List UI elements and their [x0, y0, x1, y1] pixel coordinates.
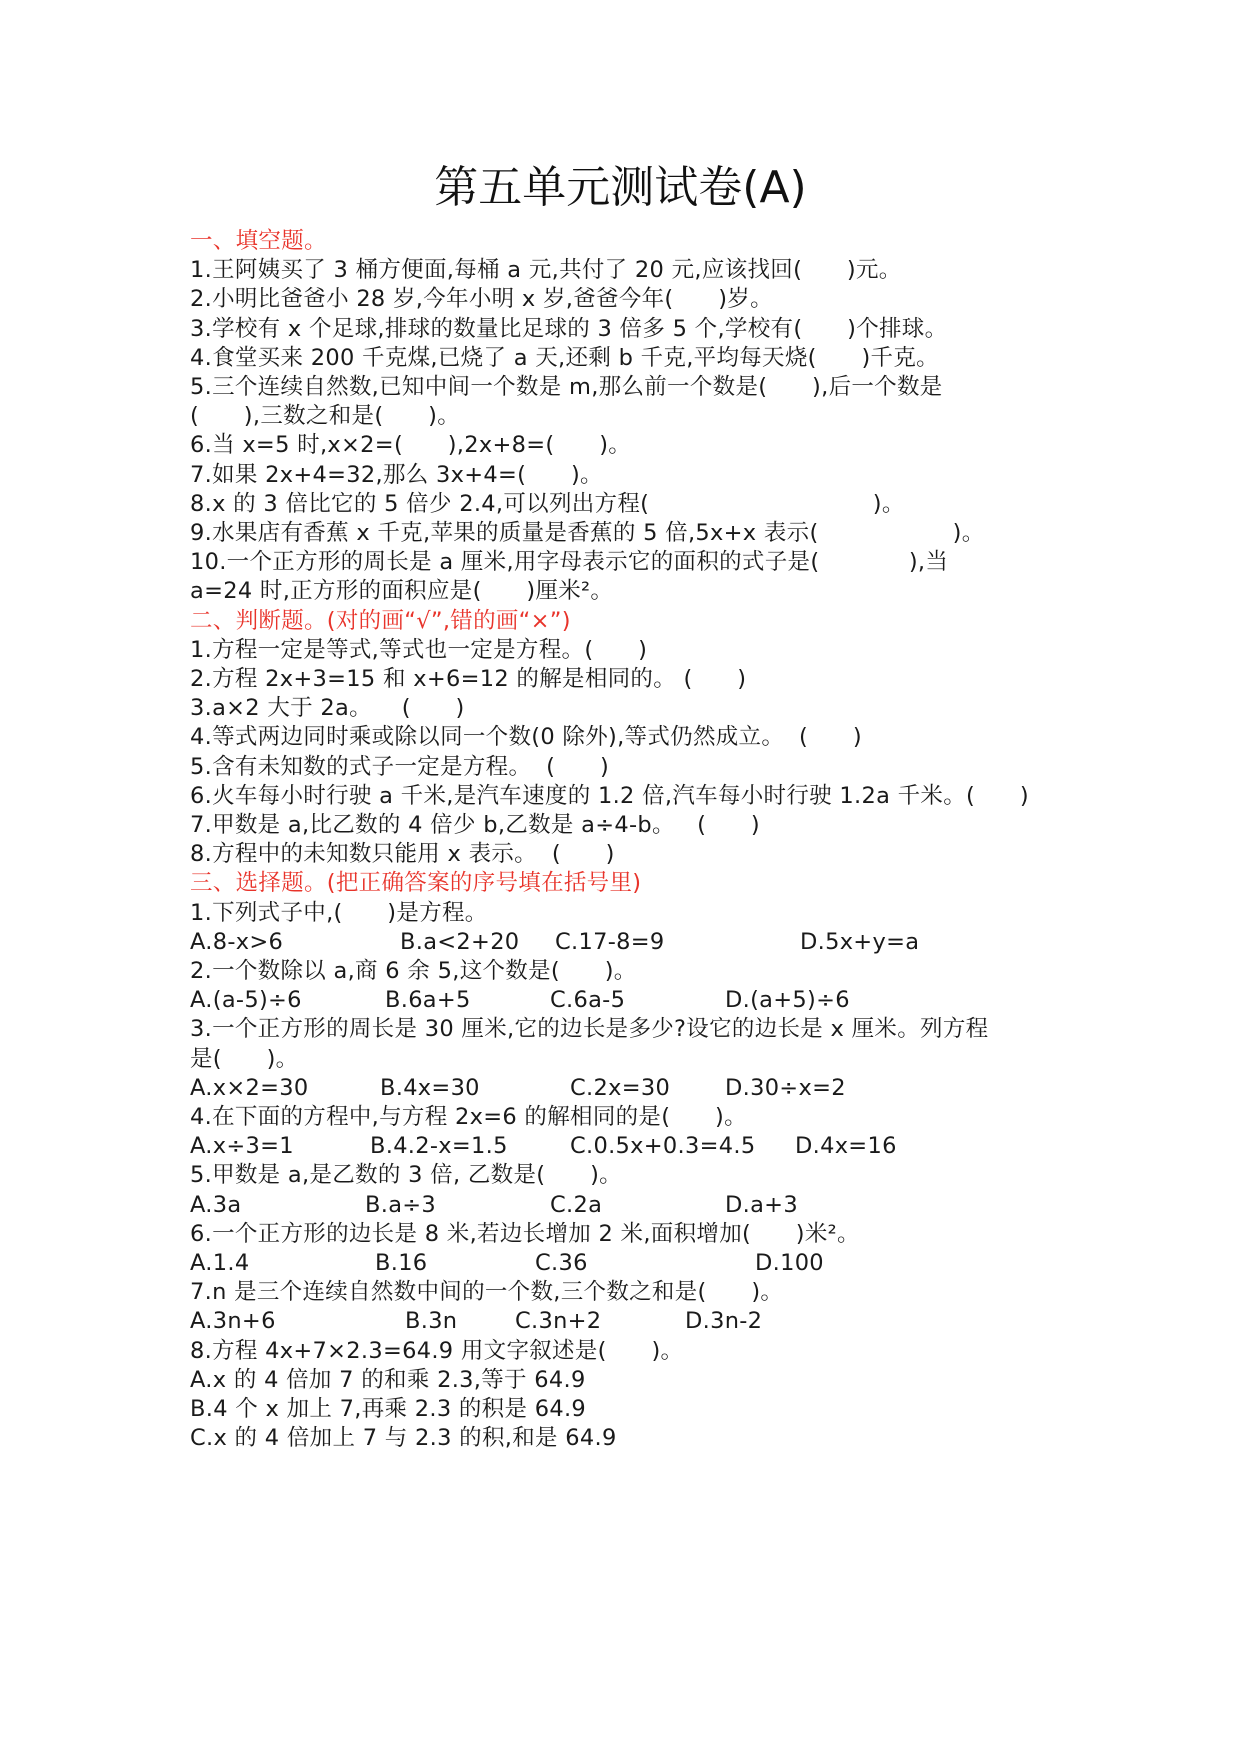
options-row	[190, 985, 1190, 1015]
question-line: 3.一个正方形的周长是 30 厘米,它的边长是多少?设它的边长是 x 厘米。列方程	[190, 1016, 989, 1043]
options-row	[190, 1131, 1190, 1161]
question-line: 2.小明比爸爸小 28 岁,今年小明 x 岁,爸爸今年( )岁。	[190, 286, 773, 313]
choice-option: B.3n	[405, 1308, 458, 1335]
question-line: 5.三个连续自然数,已知中间一个数是 m,那么前一个数是( ),后一个数是	[190, 374, 943, 400]
choice-option: C.0.5x+0.3=4.5	[570, 1133, 756, 1160]
question-line: 3.学校有 x 个足球,排球的数量比足球的 3 倍多 5 个,学校有( )个排球。	[190, 315, 948, 342]
choice-option: A.3a	[190, 1191, 242, 1218]
choice-option: D.(a+5)÷6	[725, 987, 850, 1014]
choice-option: B.a<2+20	[400, 928, 520, 955]
choice-option: C.3n+2	[515, 1308, 602, 1335]
options-row	[190, 1190, 1190, 1220]
question-line: 7.如果 2x+4=32,那么 3x+4=( )。	[190, 461, 603, 488]
question-line: 10.一个正方形的周长是 a 厘米,用字母表示它的面积的式子是( ),当	[190, 549, 949, 576]
question-line: 4.等式两边同时乘或除以同一个数(0 除外),等式仍然成立。 ( )	[190, 724, 862, 751]
choice-option: C.17-8=9	[555, 928, 665, 955]
question-line: A.x 的 4 倍加 7 的和乘 2.3,等于 64.9	[190, 1366, 586, 1393]
choice-option: B.4.2-x=1.5	[370, 1133, 508, 1160]
question-line: 1.方程一定是等式,等式也一定是方程。( )	[190, 636, 648, 663]
question-line: 3.a×2 大于 2a。 ( )	[190, 695, 465, 722]
question-line: a=24 时,正方形的面积应是( )厘米²。	[190, 578, 614, 605]
options-row	[190, 1306, 1190, 1336]
question-line: 4.在下面的方程中,与方程 2x=6 的解相同的是( )。	[190, 1104, 747, 1130]
choice-option: D.4x=16	[795, 1133, 897, 1160]
question-line: 8.方程 4x+7×2.3=64.9 用文字叙述是( )。	[190, 1337, 684, 1364]
section-heading: 三、选择题。(把正确答案的序号填在括号里)	[190, 870, 642, 897]
question-line: 7.甲数是 a,比乙数的 4 倍少 b,乙数是 a÷4-b。 ( )	[190, 812, 760, 838]
question-line: 5.甲数是 a,是乙数的 3 倍, 乙数是( )。	[190, 1162, 622, 1189]
choice-option: D.3n-2	[685, 1308, 763, 1335]
section-heading: 二、判断题。(对的画“√”,错的画“×”)	[190, 607, 571, 634]
choice-option: B.6a+5	[385, 987, 471, 1014]
options-row	[190, 1248, 1190, 1278]
question-line: C.x 的 4 倍加上 7 与 2.3 的积,和是 64.9	[190, 1425, 617, 1452]
question-line: 9.水果店有香蕉 x 千克,苹果的质量是香蕉的 5 倍,5x+x 表示( )。	[190, 520, 985, 546]
question-line: 2.方程 2x+3=15 和 x+6=12 的解是相同的。 ( )	[190, 666, 747, 692]
question-line: 7.n 是三个连续自然数中间的一个数,三个数之和是( )。	[190, 1279, 784, 1306]
question-line: 8.x 的 3 倍比它的 5 倍少 2.4,可以列出方程( )。	[190, 490, 905, 517]
choice-option: A.1.4	[190, 1250, 250, 1276]
choice-option: A.8-x>6	[190, 928, 284, 955]
question-line: 6.一个正方形的边长是 8 米,若边长增加 2 米,面积增加( )米²。	[190, 1220, 860, 1247]
choice-option: D.5x+y=a	[800, 928, 920, 955]
choice-option: D.30÷x=2	[725, 1074, 846, 1101]
question-line: 2.一个数除以 a,商 6 余 5,这个数是( )。	[190, 958, 637, 984]
choice-option: D.a+3	[725, 1191, 798, 1218]
choice-option: A.3n+6	[190, 1308, 276, 1335]
choice-option: D.100	[755, 1250, 824, 1276]
choice-option: B.16	[375, 1250, 428, 1276]
choice-option: C.6a-5	[550, 987, 626, 1014]
question-line: 是( )。	[190, 1045, 299, 1072]
choice-option: C.36	[535, 1250, 588, 1276]
question-line: 8.方程中的未知数只能用 x 表示。 ( )	[190, 841, 615, 868]
options-row	[190, 1073, 1190, 1103]
question-line: 1.下列式子中,( )是方程。	[190, 899, 488, 926]
question-line: ( ),三数之和是( )。	[190, 403, 460, 430]
page-title: 第五单元测试卷(A)	[434, 162, 807, 213]
question-line: 6.当 x=5 时,x×2=( ),2x+8=( )。	[190, 432, 632, 459]
choice-option: A.x×2=30	[190, 1074, 309, 1101]
choice-option: B.a÷3	[365, 1191, 437, 1218]
choice-option: A.x÷3=1	[190, 1133, 294, 1160]
choice-option: A.(a-5)÷6	[190, 987, 302, 1014]
question-line: 6.火车每小时行驶 a 千米,是汽车速度的 1.2 倍,汽车每小时行驶 1.2a 千米。( )	[190, 782, 1029, 809]
choice-option: C.2a	[550, 1191, 603, 1218]
choice-option: B.4x=30	[380, 1074, 480, 1101]
question-line: 5.含有未知数的式子一定是方程。 ( )	[190, 753, 610, 780]
question-line: 4.食堂买来 200 千克煤,已烧了 a 天,还剩 b 千克,平均每天烧( )千克。	[190, 344, 939, 371]
choice-option: C.2x=30	[570, 1074, 671, 1101]
section-heading: 一、填空题。	[190, 228, 327, 254]
options-row	[190, 927, 1190, 957]
question-line: 1.王阿姨买了 3 桶方便面,每桶 a 元,共付了 20 元,应该找回( )元。	[190, 257, 902, 284]
question-line: B.4 个 x 加上 7,再乘 2.3 的积是 64.9	[190, 1396, 587, 1422]
